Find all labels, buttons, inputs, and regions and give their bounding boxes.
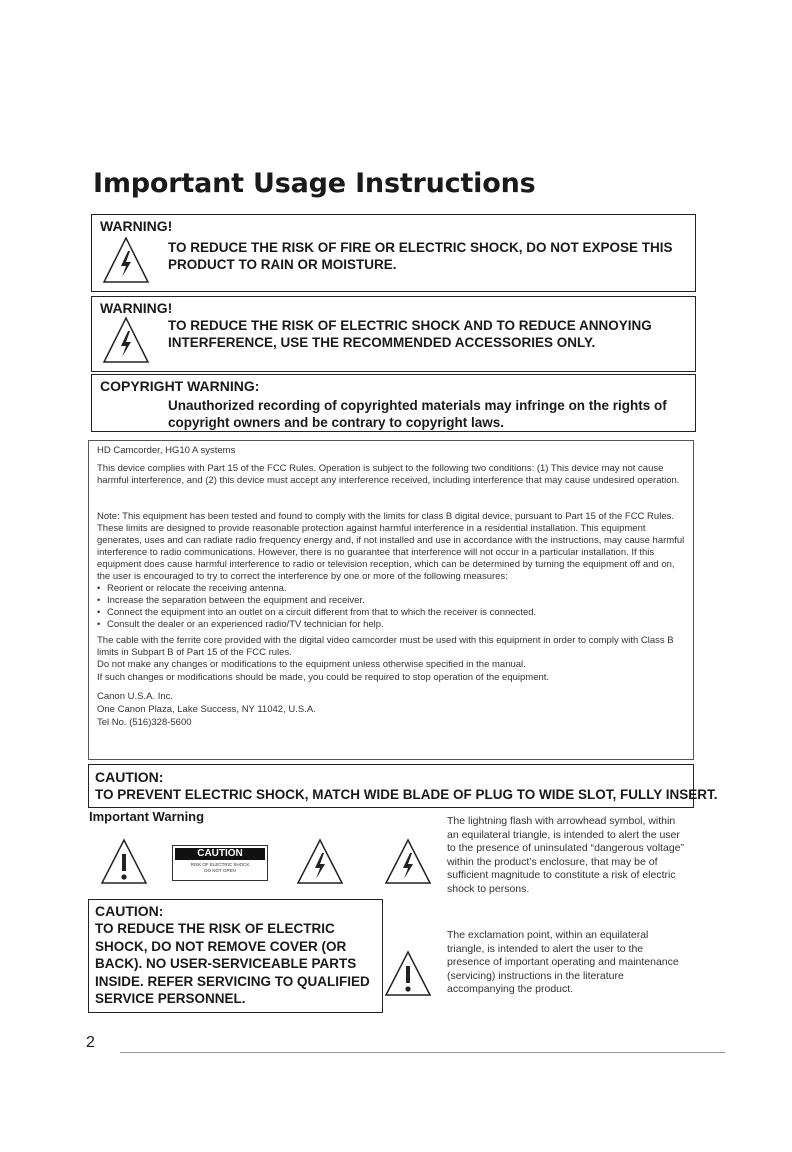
- caution-heading: CAUTION:: [95, 769, 164, 785]
- list-item: • Reorient or relocate the receiving antenna.: [97, 583, 689, 595]
- exclamation-explanation: The exclamation point, within an equilateral triangle, is intended to alert the user to the presence of important operating and maintenance (servicing) instructions in the literature accompanying the product.: [447, 929, 679, 995]
- lightning-triangle-icon: [296, 838, 344, 886]
- warning-line: PRODUCT TO RAIN OR MOISTURE.: [168, 257, 397, 272]
- fcc-paragraph: The cable with the ferrite core provided with the digital video camcorder must be used with this equipment in order to comply with Class B limits in Subpart B of Part 15 of the FCC rules.: [97, 635, 674, 658]
- caution-plug-box: [88, 764, 718, 808]
- caution-label-sub: RISK OF ELECTRIC SHOCK: [190, 862, 250, 867]
- important-warning-heading: Important Warning: [89, 809, 205, 824]
- copyright-line: Unauthorized recording of copyrighted materials may infringe on the rights of: [168, 398, 667, 413]
- page-number: 2: [86, 1034, 95, 1051]
- exclamation-triangle-icon: [384, 950, 432, 998]
- copyright-heading: COPYRIGHT WARNING:: [100, 378, 260, 394]
- fcc-paragraph: Do not make any changes or modifications to the equipment unless otherwise specified in the manual.: [97, 659, 526, 670]
- cover-caution-line: INSIDE. REFER SERVICING TO QUALIFIED: [95, 973, 370, 989]
- cover-caution-line: SERVICE PERSONNEL.: [95, 991, 246, 1006]
- footer-divider: [120, 1052, 725, 1053]
- lightning-triangle-icon: [384, 838, 432, 886]
- cover-caution-line: SHOCK, DO NOT REMOVE COVER (OR: [95, 938, 347, 954]
- list-item: • Connect the equipment into an outlet on a circuit different from that to which the receiver is connected.: [97, 607, 689, 619]
- lightning-triangle-icon: [102, 315, 150, 365]
- caution-cover-box: [88, 899, 383, 1013]
- list-item: • Consult the dealer or an experienced radio/TV technician for help.: [97, 619, 689, 631]
- fcc-compliance-box: [88, 440, 694, 760]
- caution-text: TO PREVENT ELECTRIC SHOCK, MATCH WIDE BLADE OF PLUG TO WIDE SLOT, FULLY INSERT.: [95, 787, 718, 802]
- warning-box-shock: [91, 296, 696, 372]
- copyright-line: copyright owners and be contrary to copyright laws.: [168, 415, 505, 430]
- caution-label-sub: DO NOT OPEN: [204, 867, 236, 873]
- caution-shock-label: [172, 845, 268, 881]
- list-item: • Increase the separation between the equipment and receiver.: [97, 595, 689, 607]
- address-line: Tel No. (516)328-5600: [97, 717, 192, 728]
- model-line: HD Camcorder, HG10 A systems: [97, 445, 236, 456]
- warning-line: TO REDUCE THE RISK OF ELECTRIC SHOCK AND TO REDUCE ANNOYING: [168, 318, 652, 333]
- cover-caution-line: BACK). NO USER-SERVICEABLE PARTS: [95, 956, 357, 971]
- fcc-paragraph: This device complies with Part 15 of the FCC Rules. Operation is subject to the following two conditions: (1) This device may not cause harmful interference, and (2) this device must accept any interference received, including interference that may cause undesired operation.: [97, 463, 680, 486]
- warning-line: INTERFERENCE, USE THE RECOMMENDED ACCESSORIES ONLY.: [168, 335, 596, 350]
- caution-label-title: CAUTION: [175, 848, 265, 860]
- warning-heading: WARNING!: [100, 300, 173, 316]
- page-title: Important Usage Instructions: [93, 168, 536, 199]
- address-line: Canon U.S.A. Inc.: [97, 691, 174, 702]
- measures-list: [97, 583, 689, 631]
- lightning-triangle-icon: [102, 235, 150, 285]
- cover-caution-heading: CAUTION:: [95, 903, 164, 919]
- lightning-explanation: The lightning flash with arrowhead symbol, within an equilateral triangle, is intended to alert the user to the presence of uninsulated “dangerous voltage” within the product’s enclosure, that may be of sufficient magnitude to constitute a risk of electric shock to persons.: [447, 815, 684, 895]
- warning-box-fire: [91, 214, 696, 292]
- exclamation-triangle-icon: [100, 838, 148, 886]
- address-line: One Canon Plaza, Lake Success, NY 11042, U.S.A.: [97, 704, 316, 715]
- fcc-paragraph: Note: This equipment has been tested and found to comply with the limits for class B digital device, pursuant to Part 15 of the FCC Rules. These limits are designed to provide reasonable protection against harmful interference in a residential installation. This equipment generates, uses and can radiate radio frequency energy and, if not installed and use in accordance with the instructions, may cause harmful interference to radio communications. However, there is no guarantee that interference will not occur in a particular installation. If this equipment does cause harmful interference to radio or television reception, which can be determined by turning the equipment off and on, the user is encouraged to try to correct the interference by one or more of the following measures:: [97, 511, 685, 582]
- copyright-warning-box: [91, 374, 696, 432]
- warning-heading: WARNING!: [100, 218, 173, 234]
- warning-line: TO REDUCE THE RISK OF FIRE OR ELECTRIC SHOCK, DO NOT EXPOSE THIS: [168, 240, 673, 255]
- fcc-paragraph: If such changes or modifications should be made, you could be required to stop operation of the equipment.: [97, 672, 550, 683]
- cover-caution-line: TO REDUCE THE RISK OF ELECTRIC: [95, 921, 335, 936]
